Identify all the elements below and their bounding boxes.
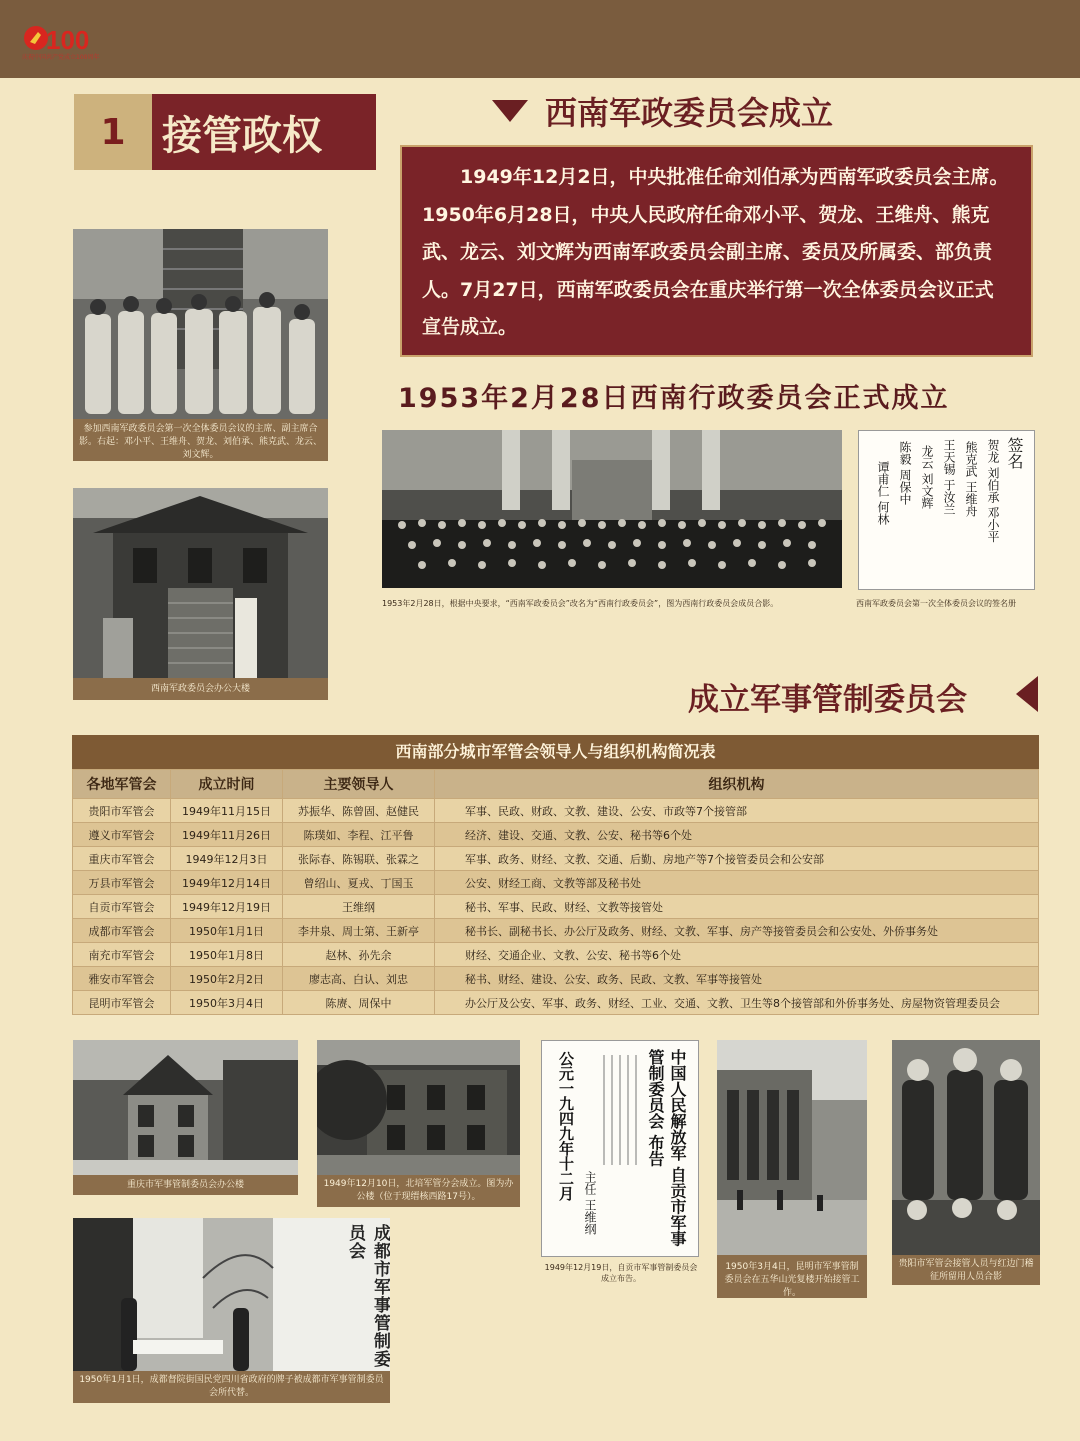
cell-organization: 公安、财经工商、文教等部及秘书处 [435,871,1039,895]
cell-date: 1949年12月14日 [171,871,283,895]
cell-date: 1950年1月8日 [171,943,283,967]
cell-leaders: 陈璞如、李程、江平鲁 [283,823,435,847]
table-header-row [73,770,1039,799]
photo-admin-group [382,430,842,588]
photo-zigong-proclamation [541,1040,699,1257]
table-row [73,823,1039,847]
cell-committee: 万县市军管会 [73,871,171,895]
photo-chongqing-office [73,1040,298,1175]
photo-office-building [73,488,328,678]
caption-leaders: 参加西南军政委员会第一次全体委员会议的主席、副主席合影。右起：邓小平、王维舟、贺龙、刘伯承、熊克武、龙云、刘文辉。 [73,419,328,461]
cell-committee: 遵义市军管会 [73,823,171,847]
col-header: 主要领导人 [283,770,435,799]
header-band [0,0,1080,78]
signbook-col-3: 王天锡 于汝兰 [942,439,956,515]
section-title [74,94,376,170]
caption-chengdu-sign: 1950年1月1日，成都督院街国民党四川省政府的牌子被成都市军事管制委员会所代替。 [73,1371,390,1403]
col-header: 组织机构 [435,770,1039,799]
cell-organization: 秘书、军事、民政、财经、文教等接管处 [435,895,1039,919]
signbook-title: 签名 [1005,437,1024,469]
caption-kunming-building: 1950年3月4日，昆明市军事管制委员会在五华山光复楼开始接管工作。 [717,1255,867,1298]
caption-admin-group: 1953年2月28日，根据中央要求，“西南军政委员会”改名为“西南行政委员会”，图为西南行政委员会成员合影。 [382,599,779,608]
caption-beibei-office: 1949年12月10日，北培军管分会成立。图为办公楼（位于现缙核西路17号）。 [317,1175,520,1207]
cell-date: 1950年2月2日 [171,967,283,991]
cell-committee: 南充市军管会 [73,943,171,967]
triangle-down-icon [492,100,528,122]
cell-organization: 经济、建设、交通、文教、公安、秘书等6个处 [435,823,1039,847]
cell-organization: 秘书长、副秘书长、办公厅及政务、财经、文教、军事、房产等接管委员会和公安处、外侨事务处 [435,919,1039,943]
cell-date: 1950年1月1日 [171,919,283,943]
col-header: 各地军管会 [73,770,171,799]
cell-organization: 财经、交通企业、文教、公安、秘书等6个处 [435,943,1039,967]
photo-signature-book [858,430,1035,590]
cell-organization: 军事、政务、财经、文教、交通、后勤、房地产等7个接管委员会和公安部 [435,847,1039,871]
proclamation-title: 中国人民解放军 自贡市军事管制委员会 布告 [646,1049,687,1247]
cell-leaders: 赵林、孙先余 [283,943,435,967]
heading-mcc: 成立军事管制委员会 [688,682,967,718]
cell-leaders: 苏振华、陈曾固、赵健民 [283,799,435,823]
cell-leaders: 廖志高、白认、刘忠 [283,967,435,991]
logo-number: 100 [46,25,90,55]
cell-organization: 军事、民政、财政、文教、建设、公安、市政等7个接管部 [435,799,1039,823]
cell-committee: 重庆市军管会 [73,847,171,871]
table-row [73,847,1039,871]
table-row [73,871,1039,895]
section-heading: 接管政权 [152,94,376,170]
table-row [73,991,1039,1015]
proclamation-date: 公元一九四九年十二月 [557,1051,575,1201]
cell-date: 1949年11月15日 [171,799,283,823]
proclamation-signer: 主任 王维纲 [583,1171,597,1235]
section-number: 1 [74,94,152,170]
cell-leaders: 李井泉、周士第、王新亭 [283,919,435,943]
cell-leaders: 陈赓、周保中 [283,991,435,1015]
cell-committee: 自贡市军管会 [73,895,171,919]
table-row [73,799,1039,823]
cell-date: 1949年11月26日 [171,823,283,847]
table-row [73,919,1039,943]
cell-leaders: 张际春、陈锡联、张霖之 [283,847,435,871]
caption-office-building: 西南军政委员会办公大楼 [73,678,328,700]
cell-date: 1949年12月3日 [171,847,283,871]
cell-committee: 成都市军管会 [73,919,171,943]
cell-leaders: 王维纲 [283,895,435,919]
table-row [73,967,1039,991]
signbook-col-6: 谭甫仁 何林 [876,461,890,525]
chengdu-sign-text: 成都市军事管制委员会 [345,1224,390,1368]
intro-paragraph: 1949年12月2日，中央批准任命刘伯承为西南军政委员会主席。1950年6月28日，中央人民政府任命邓小平、贺龙、王维舟、熊克武、龙云、刘文辉为西南军政委员会副主席、委员及所属委、部负责人。7月27日，西南军政委员会在重庆举行第一次全体委员会议正式宣告成立。 [400,145,1033,357]
cell-date: 1949年12月19日 [171,895,283,919]
heading-swmac: 西南军政委员会成立 [545,94,834,132]
signbook-col-5: 陈毅 周保中 [898,441,912,505]
caption-chongqing-office: 重庆市军事管制委员会办公楼 [73,1175,298,1195]
photo-beibei-office [317,1040,520,1175]
photo-kunming-building [717,1040,867,1255]
caption-zigong-proclamation: 1949年12月19日，自贡市军事管制委员会成立布告。 [544,1263,698,1283]
cell-date: 1950年3月4日 [171,991,283,1015]
table-title: 西南部分城市军管会领导人与组织机构简况表 [72,735,1039,769]
signbook-col-1: 贺龙 刘伯承 邓小平 [986,439,1000,543]
caption-guiyang-staff: 贵阳市军管会接管人员与红边门稽征所留用人员合影 [892,1255,1040,1285]
cell-organization: 秘书、财经、建设、公安、政务、民政、文教、军事等接管处 [435,967,1039,991]
caption-signature-book: 西南军政委员会第一次全体委员会议的签名册 [856,599,1016,608]
cell-committee: 贵阳市军管会 [73,799,171,823]
heading-admin-committee: 1953年2月28日西南行政委员会正式成立 [398,383,950,414]
mcc-table [72,769,1039,1015]
triangle-left-icon [1016,676,1038,712]
cell-organization: 办公厅及公安、军事、政务、财经、工业、交通、文教、卫生等8个接管部和外侨事务处、房屋物资管理委员会 [435,991,1039,1015]
table-row [73,895,1039,919]
cell-committee: 雅安市军管会 [73,967,171,991]
photo-guiyang-staff [892,1040,1040,1255]
table-row [73,943,1039,967]
cell-committee: 昆明市军管会 [73,991,171,1015]
photo-chengdu-sign [73,1218,390,1371]
photo-leaders [73,229,328,419]
col-header: 成立时间 [171,770,283,799]
signbook-col-2: 熊克武 王维舟 [964,441,978,517]
logo-caption: 庆祝中国共产党成立100周年 [22,54,100,61]
cell-leaders: 曾绍山、夏戎、丁国玉 [283,871,435,895]
signbook-col-4: 龙云 刘文辉 [920,445,934,509]
